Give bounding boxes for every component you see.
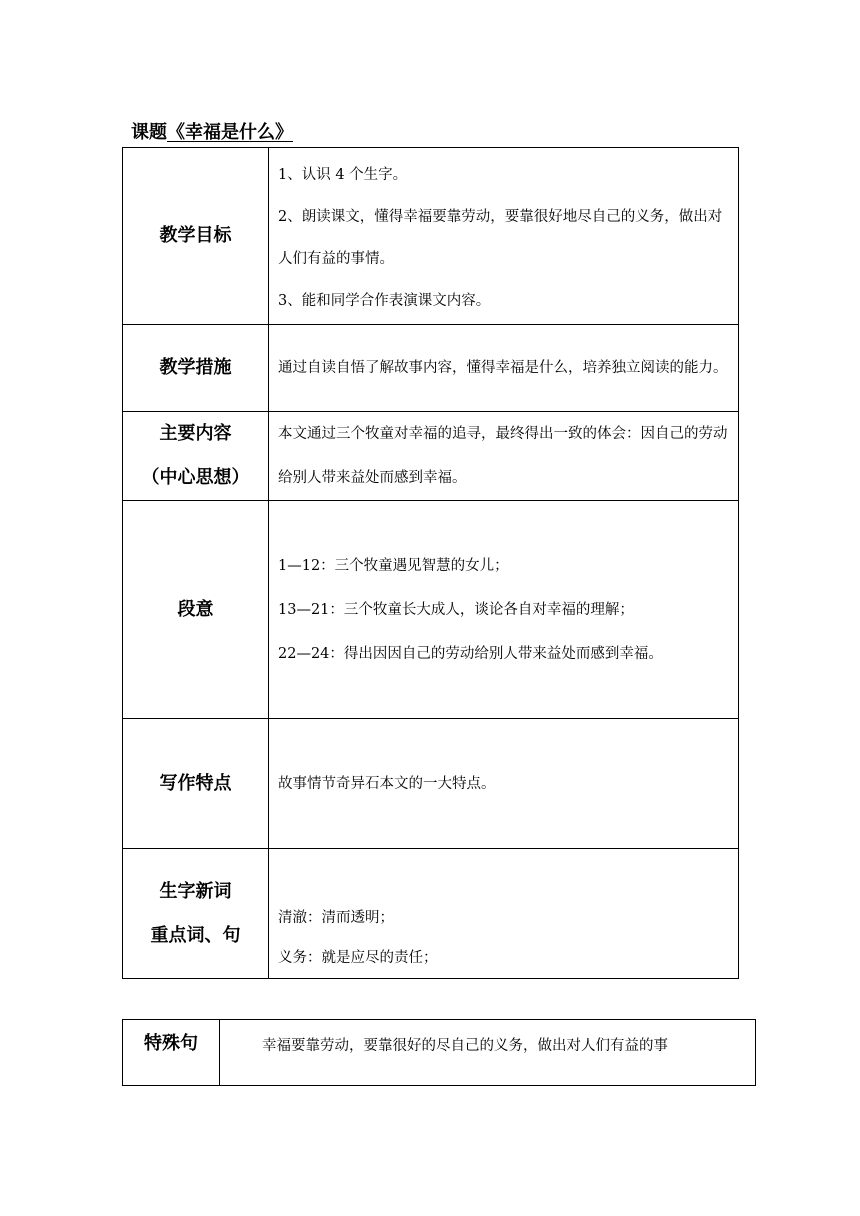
label-line: （中心思想） [141,467,250,488]
row-content [269,148,739,325]
row-label [123,148,269,325]
table-row [123,412,739,501]
label-line: 生字新词 [159,880,232,902]
content-line: 本文通过三个牧童对幸福的追寻，最终得出一致的体会：因自己的劳动给别人带来益处而感到幸福。 [278,426,728,486]
content-line: 3、能和同学合作表演课文内容。 [278,293,491,309]
lesson-name: 《幸福是什么》 [167,122,293,143]
row-content [269,719,739,849]
table-row [123,849,739,979]
content-line: 2、朗读课文，懂得幸福要靠劳动，要靠很好地尽自己的义务，做出对人们有益的事情。 [278,209,723,267]
lesson-plan-table [122,147,739,979]
table-row [123,148,739,325]
content-line: 故事情节奇异石本文的一大特点。 [278,775,496,792]
content-line: 1、认识 4 个生字。 [278,167,408,183]
row-content [269,501,739,719]
special-sentence-table [122,1019,756,1086]
row-label [123,849,269,979]
content-line: 1—12：三个牧童遇见智慧的女儿； [278,557,509,574]
content-line: 义务：就是应尽的责任； [278,950,438,966]
label-line: 重点词、句 [150,924,241,946]
row-content [269,849,739,979]
content-line: 清澈：清而透明； [278,910,394,926]
special-text: 幸福要靠劳动，要靠很好的尽自己的义务，做出对人们有益的事 [220,1020,756,1086]
content-line: 22—24：得出因因自己的劳动给别人带来益处而感到幸福。 [278,645,663,662]
row-label [123,325,269,412]
table-row [123,1020,756,1086]
label-line: 写作特点 [159,772,232,794]
label-line: 段意 [177,598,214,620]
table-row [123,501,739,719]
table-row [123,719,739,849]
table-row [123,325,739,412]
row-label [123,719,269,849]
row-label [123,412,269,501]
label-line: 教学措施 [159,357,232,378]
label-line: 教学目标 [159,225,232,246]
special-label: 特殊句 [123,1020,220,1086]
title-prefix: 课题 [131,122,167,143]
row-label [123,501,269,719]
row-content [269,412,739,501]
row-content [269,325,739,412]
content-line: 通过自读自悟了解故事内容，懂得幸福是什么，培养独立阅读的能力。 [278,360,728,376]
label-line: 主要内容 [159,423,232,444]
content-line: 13—21：三个牧童长大成人，谈论各自对幸福的理解； [278,601,634,618]
document-title [131,120,293,146]
